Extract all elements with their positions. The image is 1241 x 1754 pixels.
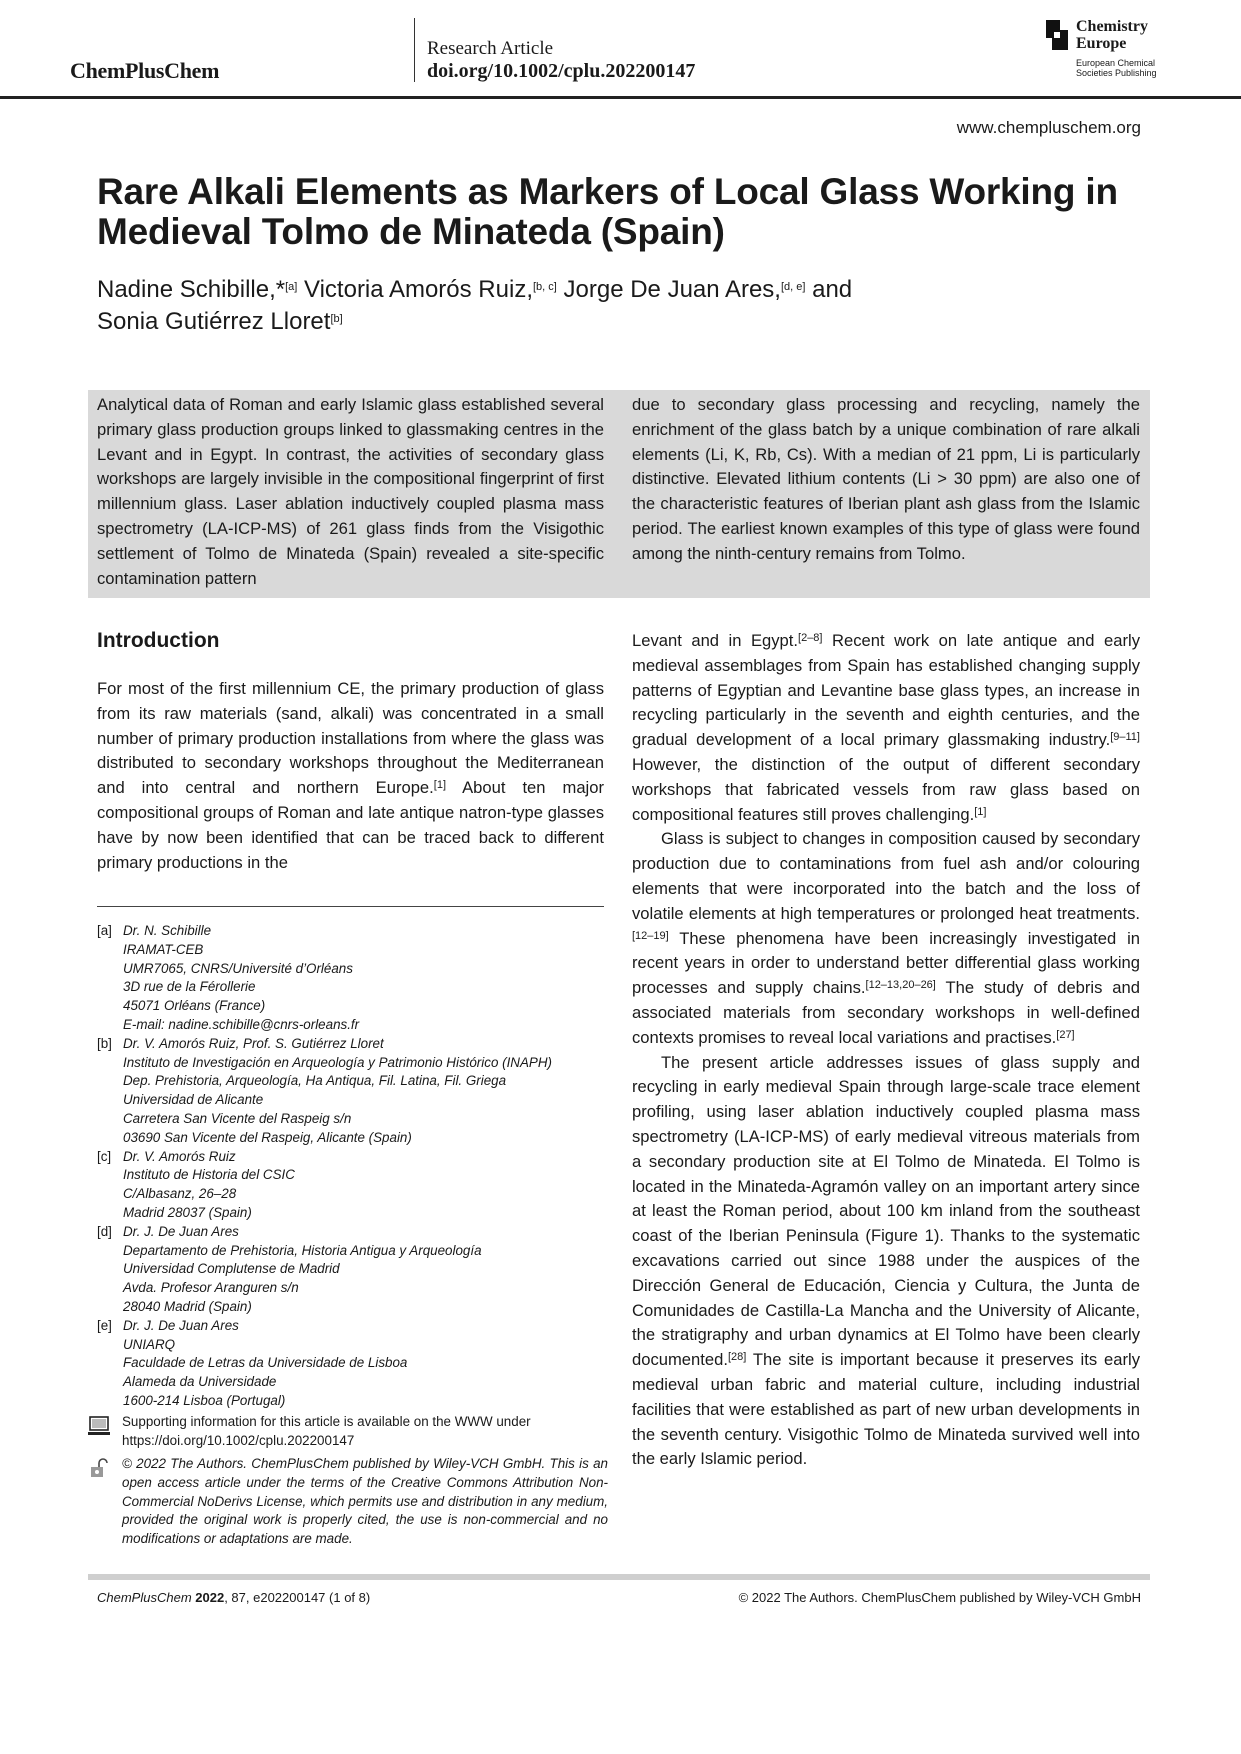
footnote-line: C/Albasanz, 26–28 xyxy=(123,1186,237,1202)
affiliation-footnote xyxy=(97,1148,617,1223)
citation-ref[interactable]: [12–19] xyxy=(632,929,669,942)
footnote-line: Dr. J. De Juan Ares xyxy=(123,1317,239,1333)
footnote-line: Universidad de Alicante xyxy=(123,1092,264,1108)
author-affiliation: [d, e] xyxy=(780,281,806,293)
footnote-line: Avda. Profesor Aranguren s/n xyxy=(123,1280,299,1296)
footer-citation-detail: , 87, e202200147 (1 of 8) xyxy=(224,1590,371,1605)
open-access-lock-icon xyxy=(88,1457,110,1479)
footnote-line: Faculdade de Letras da Universidade de Lisboa xyxy=(123,1355,408,1371)
intro-left-column xyxy=(97,677,604,875)
footnote-line: 3D rue de la Férollerie xyxy=(123,979,256,995)
footnote-line: IRAMAT-CEB xyxy=(123,941,204,957)
paragraph-text: The present article addresses issues of glass supply and recycling in early medieval Spain through large-scale trace element profiling, using laser ablation inductively coupled plasma mass spectrometry (LA-ICP-MS) of early medieval vitreous materials from a secondary production site at El Tolmo de Minateda. El Tolmo is located in the Minateda-Agramón valley on an important artery since at least the Roman period, about 100 km inland from the southeast coast of the Iberian Peninsula (Figure 1). Thanks to the systematic excavations carried out since 1988 under the auspices of the Dirección General de Educación, Ciencia y Cultura, the Junta de Comunidades de Castilla-La Mancha and the University of Alicante, the stratigraphy and urban dynamics at El Tolmo have been clearly documented. xyxy=(632,1052,1140,1370)
footnote-line: Madrid 28037 (Spain) xyxy=(123,1204,252,1220)
article-type: Research Article xyxy=(427,38,554,59)
author-affiliation: [b] xyxy=(330,313,343,325)
footnote-tag: [d] xyxy=(97,1223,112,1239)
supporting-info-note xyxy=(88,1413,608,1451)
footnote-line: Instituto de Historia del CSIC xyxy=(123,1167,295,1183)
paragraph-text: The site is important because it preserves its early medieval urban fabric and material culture, including industrial facilities that were established as part of new urban developments in the seventh century. Visigothic Tolmo de Minateda survived well into the early Islamic period. xyxy=(632,1350,1141,1469)
author-name[interactable]: Sonia Gutiérrez Lloret xyxy=(97,308,331,335)
footer-journal: ChemPlusChem xyxy=(97,1590,192,1605)
abstract-text-right: due to secondary glass processing and recycling, namely the enrichment of the glass batch by a unique combination of rare alkali elements (Li, K, Rb, Cs). With a median of 21 ppm, Li is particularly distinctive. Elevated lithium contents (Li > 30 ppm) are also one of the characteristic features of Iberian plant ash glass from the Islamic period. The earliest known examples of this type of glass were found among the ninth-century remains from Tolmo. xyxy=(632,395,1140,563)
footer-rule xyxy=(88,1574,1150,1580)
paragraph-text: These phenomena have been increasingly investigated in recent years in order to understand better differential glass working processes and supply chains. xyxy=(632,928,1141,998)
logo-subtitle-1: European Chemical xyxy=(1076,58,1156,68)
footnote-line: UNIARQ xyxy=(123,1336,176,1352)
intro-paragraph xyxy=(97,677,604,875)
footnote-line[interactable]: E-mail: nadine.schibille@cnrs-orleans.fr xyxy=(123,1016,360,1032)
intro-paragraph xyxy=(632,1051,1140,1473)
header-rule xyxy=(0,96,1241,99)
author-affiliation: [b, c] xyxy=(533,281,557,293)
footnote-tag: [c] xyxy=(97,1148,112,1164)
footer-year: 2022 xyxy=(195,1590,225,1605)
footnote-tag: [a] xyxy=(97,923,112,938)
intro-paragraph xyxy=(632,827,1140,1050)
footnote-tag: [e] xyxy=(97,1317,112,1333)
footnote-line: 45071 Orléans (France) xyxy=(123,998,266,1014)
affiliation-footnotes xyxy=(97,922,617,1411)
abstract-text-left: Analytical data of Roman and early Islamic glass established several primary glass production groups linked to glassmaking centres in the Levant and in Egypt. In contrast, the activities of secondary glass workshops are largely invisible in the compositional fingerprint of first millennium glass. Laser ablation inductively coupled plasma mass spectrometry (LA-ICP-MS) of 261 glass finds from the Visigothic settlement of Tolmo de Minateda (Spain) revealed a site-specific contamination pattern xyxy=(97,395,604,588)
footnote-body xyxy=(123,1317,407,1411)
footnote-line: Universidad Complutense de Madrid xyxy=(123,1261,340,1277)
open-access-text: © 2022 The Authors. ChemPlusChem published by Wiley-VCH GmbH. This is an open access article under the terms of the Creative Commons Attribution Non-Commercial NoDerivs License, which permits use and distribution in any medium, provided the original work is properly cited, the use is non-commercial and no modifications or adaptations are made. xyxy=(122,1456,608,1547)
website-link[interactable]: www.chempluschem.org xyxy=(956,118,1141,137)
footnote-line: 28040 Madrid (Spain) xyxy=(123,1298,252,1314)
intro-right-column xyxy=(632,629,1140,1472)
footnote-line: Alameda da Universidade xyxy=(123,1374,277,1390)
paragraph-text: The study of debris and associated materials from secondary workshops in well-defined contexts promises to reveal local variations and practises. xyxy=(632,978,1140,1047)
footnote-body xyxy=(123,922,359,1035)
paragraph-text: However, the distinction of the output of different secondary workshops that fabricated vessels from raw glass based on compositional features still proves challenging. xyxy=(632,754,1140,824)
citation-ref[interactable]: [1] xyxy=(433,779,447,792)
footnote-line: Dep. Prehistoria, Arqueología, Ha Antiqua, Fil. Latina, Fil. Griega xyxy=(123,1073,507,1089)
journal-name: ChemPlusChem xyxy=(70,58,220,83)
intro-paragraph xyxy=(632,629,1140,827)
footer-citation xyxy=(97,1590,370,1605)
citation-ref[interactable]: [12–13,20–26] xyxy=(865,979,936,992)
citation-ref[interactable]: [1] xyxy=(974,805,987,818)
header-divider xyxy=(414,18,415,82)
logo-text-chemistry: Chemistry xyxy=(1076,18,1148,35)
citation-ref[interactable]: [27] xyxy=(1056,1028,1075,1041)
footnote-rule xyxy=(97,906,604,907)
paragraph-text: For most of the first millennium CE, the primary production of glass from its raw materials (sand, alkali) was concentrated in a small number of primary production installations from where the glass was distributed to secondary workshops throughout the Mediterranean and into central and northern Europe. xyxy=(97,679,604,798)
footnote-line: Dr. V. Amorós Ruiz, Prof. S. Gutiérrez Lloret xyxy=(123,1035,384,1051)
article-title: Rare Alkali Elements as Markers of Local Glass Working in Medieval Tolmo de Minateda (Spain) xyxy=(97,171,1118,252)
affiliation-footnote xyxy=(97,1317,617,1411)
footnote-line: UMR7065, CNRS/Université d’Orléans xyxy=(123,960,353,976)
author-list xyxy=(97,274,1097,338)
footnote-tag: [b] xyxy=(97,1035,112,1051)
author-conjunction: and xyxy=(812,276,853,303)
paragraph-text: Glass is subject to changes in composition caused by secondary production due to contaminations from fuel ash and/or colouring elements that were incorporated into the batch and the loss of volatile elements at high temperatures or prolonged heat treatments. xyxy=(632,829,1140,923)
chemistry-europe-logo-icon xyxy=(1046,20,1068,50)
citation-ref[interactable]: [9–11] xyxy=(1110,731,1140,744)
citation-ref[interactable]: [28] xyxy=(727,1351,747,1364)
footnote-line: Departamento de Prehistoria, Historia Antigua y Arqueología xyxy=(123,1242,482,1258)
paragraph-text: Levant and in Egypt. xyxy=(632,631,799,650)
author-name[interactable]: Nadine Schibille,* xyxy=(97,276,286,303)
author-name[interactable]: Victoria Amorós Ruiz, xyxy=(304,276,533,303)
affiliation-footnote xyxy=(97,1223,617,1317)
affiliation-footnote xyxy=(97,922,617,1035)
citation-ref[interactable]: [2–8] xyxy=(798,632,823,644)
footnote-line: Instituto de Investigación en Arqueología y Patrimonio Histórico (INAPH) xyxy=(123,1054,552,1070)
footnote-line: Dr. J. De Juan Ares xyxy=(123,1223,239,1239)
paragraph-text: Recent work on late antique and early medieval assemblages from Spain has established changing supply patterns of Egyptian and Levantine base glass types, an increase in recycling particularly in the seventh and eighth centuries, and the gradual development of a local primary glassmaking industry. xyxy=(632,631,1140,750)
footnote-line: 03690 San Vicente del Raspeig, Alicante (Spain) xyxy=(123,1129,412,1145)
computer-icon xyxy=(88,1415,110,1437)
open-access-note xyxy=(88,1455,608,1549)
paragraph-text: About ten major compositional groups of Roman and late antique natron-type glasses have by now been identified that can be traced back to different primary productions in the xyxy=(97,778,604,872)
author-affiliation: [a] xyxy=(285,281,298,293)
footnote-line: Dr. V. Amorós Ruiz xyxy=(123,1148,236,1164)
abstract-right-column xyxy=(632,393,1140,567)
footnote-line: 1600-214 Lisboa (Portugal) xyxy=(123,1392,286,1408)
abstract-left-column xyxy=(97,393,604,591)
logo-subtitle-2: Societies Publishing xyxy=(1076,68,1157,78)
footnote-body xyxy=(123,1035,552,1148)
affiliation-footnote xyxy=(97,1035,617,1148)
footer-copyright: © 2022 The Authors. ChemPlusChem published by Wiley-VCH GmbH xyxy=(738,1590,1141,1605)
supporting-info-text[interactable]: Supporting information for this article is available on the WWW under https://doi.org/10.1002/cplu.202200147 xyxy=(122,1414,531,1448)
footnote-line: Carretera San Vicente del Raspeig s/n xyxy=(123,1110,352,1126)
footnote-body xyxy=(123,1223,482,1317)
chemistry-europe-logo[interactable] xyxy=(1046,18,1176,82)
footnote-line: Dr. N. Schibille xyxy=(123,923,212,938)
section-heading-introduction: Introduction xyxy=(97,629,220,652)
logo-text-europe: Europe xyxy=(1076,35,1127,52)
author-name[interactable]: Jorge De Juan Ares, xyxy=(563,276,781,303)
doi-link[interactable]: doi.org/10.1002/cplu.202200147 xyxy=(427,60,696,82)
footnote-body xyxy=(123,1148,295,1223)
